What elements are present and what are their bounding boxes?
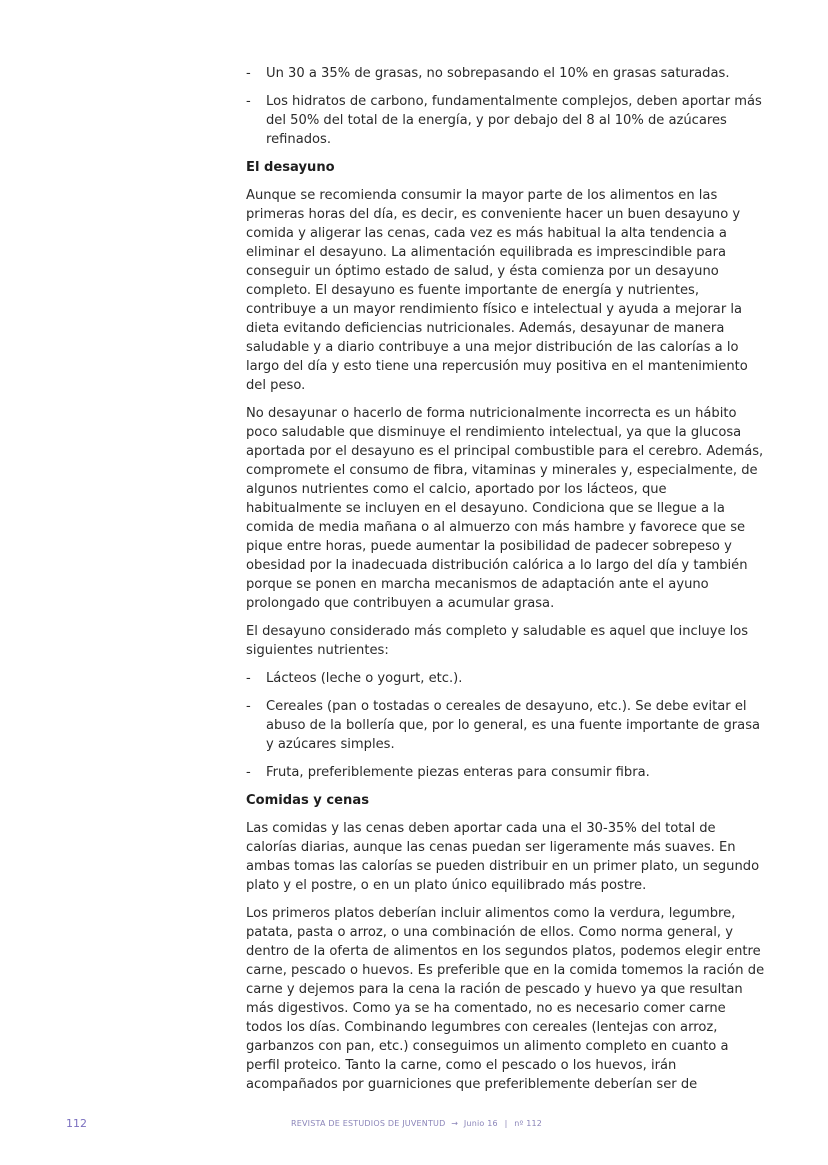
section-heading-desayuno: El desayuno xyxy=(246,160,335,175)
paragraph-desayuno-1: Aunque se recomienda consumir la mayor parte de los alimentos en las primeras horas del día, es decir, es conveniente hacer un buen desayuno y comida y aligerar las cenas, cada vez es más habitual la alta tendencia a eliminar el desayuno. La alimentación equilibrada es imprescindible para conseguir un óptimo estado de salud, y ésta comienza por un desayuno completo. El desayuno es fuente importante de energía y nutrientes, contribuye a un mayor rendimiento físico e intelectual y ayuda a mejorar la dieta evitando deficiencias nutricionales. Además, desayunar de manera saludable y a diario contribuye a una mejor distribución de las calorías a lo largo del día y esto tiene una repercusión muy positiva en el mantenimiento del peso. xyxy=(246,188,748,393)
bullet-dash: - xyxy=(246,671,251,686)
bullet-item-cereales xyxy=(246,697,766,754)
bullet-text: Fruta, preferiblemente piezas enteras para consumir fibra. xyxy=(266,765,650,780)
bullet-dash: - xyxy=(246,699,251,714)
footer-separator: | xyxy=(504,1119,508,1128)
journal-title: REVISTA DE ESTUDIOS DE JUVENTUD xyxy=(291,1119,446,1128)
bullet-item-hidratos xyxy=(246,92,766,149)
article-body xyxy=(246,64,766,1103)
journal-issue: Junio 16 xyxy=(463,1119,498,1128)
arrow-right-icon: → xyxy=(451,1119,459,1128)
bullet-dash: - xyxy=(246,765,251,780)
page-number: 112 xyxy=(66,1117,87,1130)
bullet-item-lacteos xyxy=(246,669,766,688)
journal-number: nº 112 xyxy=(514,1119,543,1128)
paragraph-desayuno-2: No desayunar o hacerlo de forma nutricionalmente incorrecta es un hábito poco saludable que disminuye el rendimiento intelectual, ya que la glucosa aportada por el desayuno es el principal combustible para el cerebro. Además, compromete el consumo de fibra, vitaminas y minerales y, especialmente, de algunos nutrientes como el calcio, aportado por los lácteos, que habitualmente se incluyen en el desayuno. Condiciona que se llegue a la comida de media mañana o al almuerzo con más hambre y favorece que se pique entre horas, puede aumentar la posibilidad de padecer sobrepeso y obesidad por la inadecuada distribución calórica a lo largo del día y también porque se ponen en marcha mecanismos de adaptación ante el ayuno prolongado que contribuyen a acumular grasa. xyxy=(246,406,764,611)
bullet-text: Los hidratos de carbono, fundamentalmente complejos, deben aportar más del 50% del total de la energía, y por debajo del 8 al 10% de azúcares refinados. xyxy=(266,94,762,147)
bullet-item-grasas xyxy=(246,64,766,83)
section-heading-comidas: Comidas y cenas xyxy=(246,793,369,808)
bullet-dash: - xyxy=(246,94,251,109)
paragraph-comidas-1: Las comidas y las cenas deben aportar cada una el 30-35% del total de calorías diarias, aunque las cenas puedan ser ligeramente más suaves. En ambas tomas las calorías se pueden distribuir en un primer plato, un segundo plato y el postre, o en un plato único equilibrado más postre. xyxy=(246,821,760,893)
paragraph-desayuno-3: El desayuno considerado más completo y saludable es aquel que incluye los siguientes nutrientes: xyxy=(246,624,749,658)
bullet-text: Un 30 a 35% de grasas, no sobrepasando el 10% en grasas saturadas. xyxy=(266,66,730,81)
bullet-text: Cereales (pan o tostadas o cereales de desayuno, etc.). Se debe evitar el abuso de la bollería que, por lo general, es una fuente importante de grasa y azúcares simples. xyxy=(266,699,761,752)
bullet-text: Lácteos (leche o yogurt, etc.). xyxy=(266,671,463,686)
bullet-item-fruta xyxy=(246,763,766,782)
paragraph-comidas-2: Los primeros platos deberían incluir alimentos como la verdura, legumbre, patata, pasta o arroz, o una combinación de ellos. Como norma general, y dentro de la oferta de alimentos en los segundos platos, podemos elegir entre carne, pescado o huevos. Es preferible que en la comida tomemos la ración de carne y dejemos para la cena la ración de pescado y huevo ya que resultan más digestivos. Como ya se ha comentado, no es necesario comer carne todos los días. Combinando legumbres con cereales (lentejas con arroz, garbanzos con pan, etc.) conseguimos un alimento completo en cuanto a perfil proteico. Tanto la carne, como el pescado o los huevos, irán acompañados por guarniciones que preferiblemente deberían ser de xyxy=(246,906,765,1092)
journal-footer xyxy=(291,1119,542,1128)
bullet-dash: - xyxy=(246,66,251,81)
